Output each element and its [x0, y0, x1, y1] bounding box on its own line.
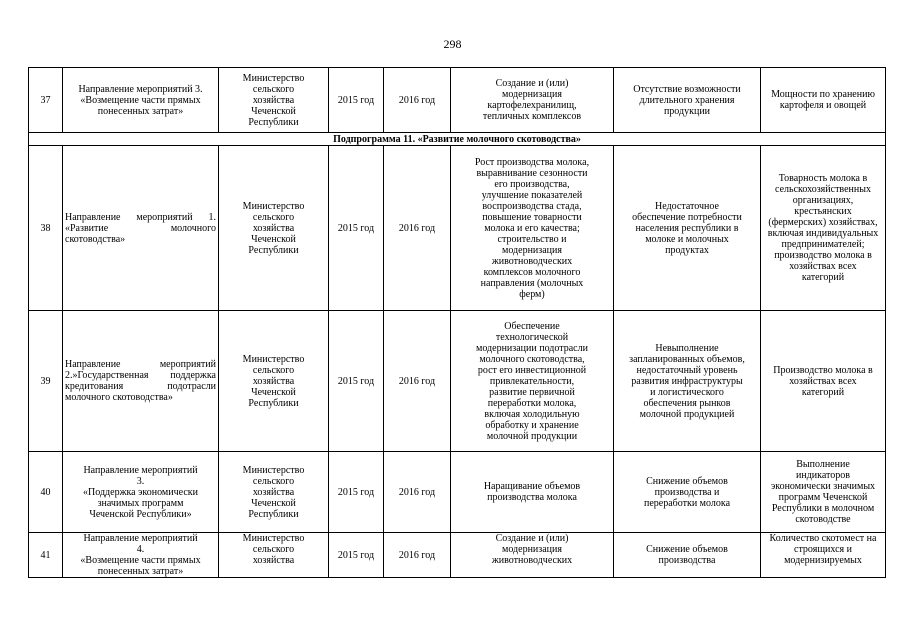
executor-cell: Министерство сельского хозяйства Чеченской Республики [219, 68, 329, 133]
indicator-cell: Мощности по хранению картофеля и овощей [761, 68, 886, 133]
consequence-cell: Недостаточное обеспечение потребности населения республики в молоке и молочных продуктах [614, 146, 761, 311]
executor-cell: Министерство сельского хозяйства Чеченской Республики [219, 452, 329, 533]
start-year-cell: 2015 год [329, 452, 384, 533]
start-year-cell: 2015 год [329, 311, 384, 452]
measure-cell: Направление мероприятий 4. «Возмещение части прямых понесенных затрат» [63, 533, 219, 578]
table-row [29, 533, 886, 578]
page-number: 298 [443, 37, 462, 51]
result-cell: Создание и (или) модернизация картофелехранилищ, тепличных комплексов [451, 68, 614, 133]
indicator-cell: Количество скотомест на строящихся и модернизируемых [761, 533, 886, 578]
result-cell: Рост производства молока, выравнивание сезонности его производства, улучшение показателей воспроизводства стада, повышение товарности молока и его качества; строительство и модернизация животноводческих комплексов молочного направления (молочных ферм) [451, 146, 614, 311]
row-number: 41 [29, 533, 63, 578]
measure-cell: Направление мероприятий 3. «Возмещение части прямых понесенных затрат» [63, 68, 219, 133]
start-year-cell: 2015 год [329, 68, 384, 133]
indicator-cell: Товарность молока в сельскохозяйственных организациях, крестьянских (фермерских) хозяйствах, включая индивидуальных предпринимателей; производство молока в хозяйствах всех категорий [761, 146, 886, 311]
start-year-cell: 2015 год [329, 533, 384, 578]
consequence-cell: Невыполнение запланированных объемов, недостаточный уровень развития инфраструктуры и логистического обеспечения рынков молочной продукцией [614, 311, 761, 452]
start-year-cell: 2015 год [329, 146, 384, 311]
section-title: Подпрограмма 11. «Развитие молочного скотоводства» [29, 133, 886, 146]
executor-cell: Министерство сельского хозяйства Чеченской Республики [219, 146, 329, 311]
end-year-cell: 2016 год [384, 146, 451, 311]
executor-cell: Министерство сельского хозяйства [219, 533, 329, 578]
executor-cell: Министерство сельского хозяйства Чеченской Республики [219, 311, 329, 452]
measure-cell: Направление мероприятий 3. «Поддержка экономически значимых программ Чеченской Республики» [63, 452, 219, 533]
table-row [29, 452, 886, 533]
measures-table [28, 67, 886, 578]
end-year-cell: 2016 год [384, 533, 451, 578]
result-cell: Создание и (или) модернизация животноводческих [451, 533, 614, 578]
section-row [29, 133, 886, 146]
end-year-cell: 2016 год [384, 68, 451, 133]
consequence-cell: Отсутствие возможности длительного хранения продукции [614, 68, 761, 133]
indicator-cell: Выполнение индикаторов экономически значимых программ Чеченской Республики в молочном скотоводстве [761, 452, 886, 533]
row-number: 37 [29, 68, 63, 133]
row-number: 39 [29, 311, 63, 452]
row-number: 40 [29, 452, 63, 533]
consequence-cell: Снижение объемов производства [614, 533, 761, 578]
result-cell: Наращивание объемов производства молока [451, 452, 614, 533]
result-cell: Обеспечение технологической модернизации подотрасли молочного скотоводства, рост его инвестиционной привлекательности, развитие первичной переработки молока, включая холодильную обработку и хранение молочной продукции [451, 311, 614, 452]
measure-cell: Направление мероприятий 2.»Государственная поддержка кредитования подотрасли молочного скотоводства» [63, 311, 219, 452]
table-row [29, 311, 886, 452]
measure-cell: Направление мероприятий 1. «Развитие молочного скотоводства» [63, 146, 219, 311]
table-row [29, 146, 886, 311]
indicator-cell: Производство молока в хозяйствах всех категорий [761, 311, 886, 452]
consequence-cell: Снижение объемов производства и переработки молока [614, 452, 761, 533]
end-year-cell: 2016 год [384, 311, 451, 452]
table-row [29, 68, 886, 133]
end-year-cell: 2016 год [384, 452, 451, 533]
row-number: 38 [29, 146, 63, 311]
